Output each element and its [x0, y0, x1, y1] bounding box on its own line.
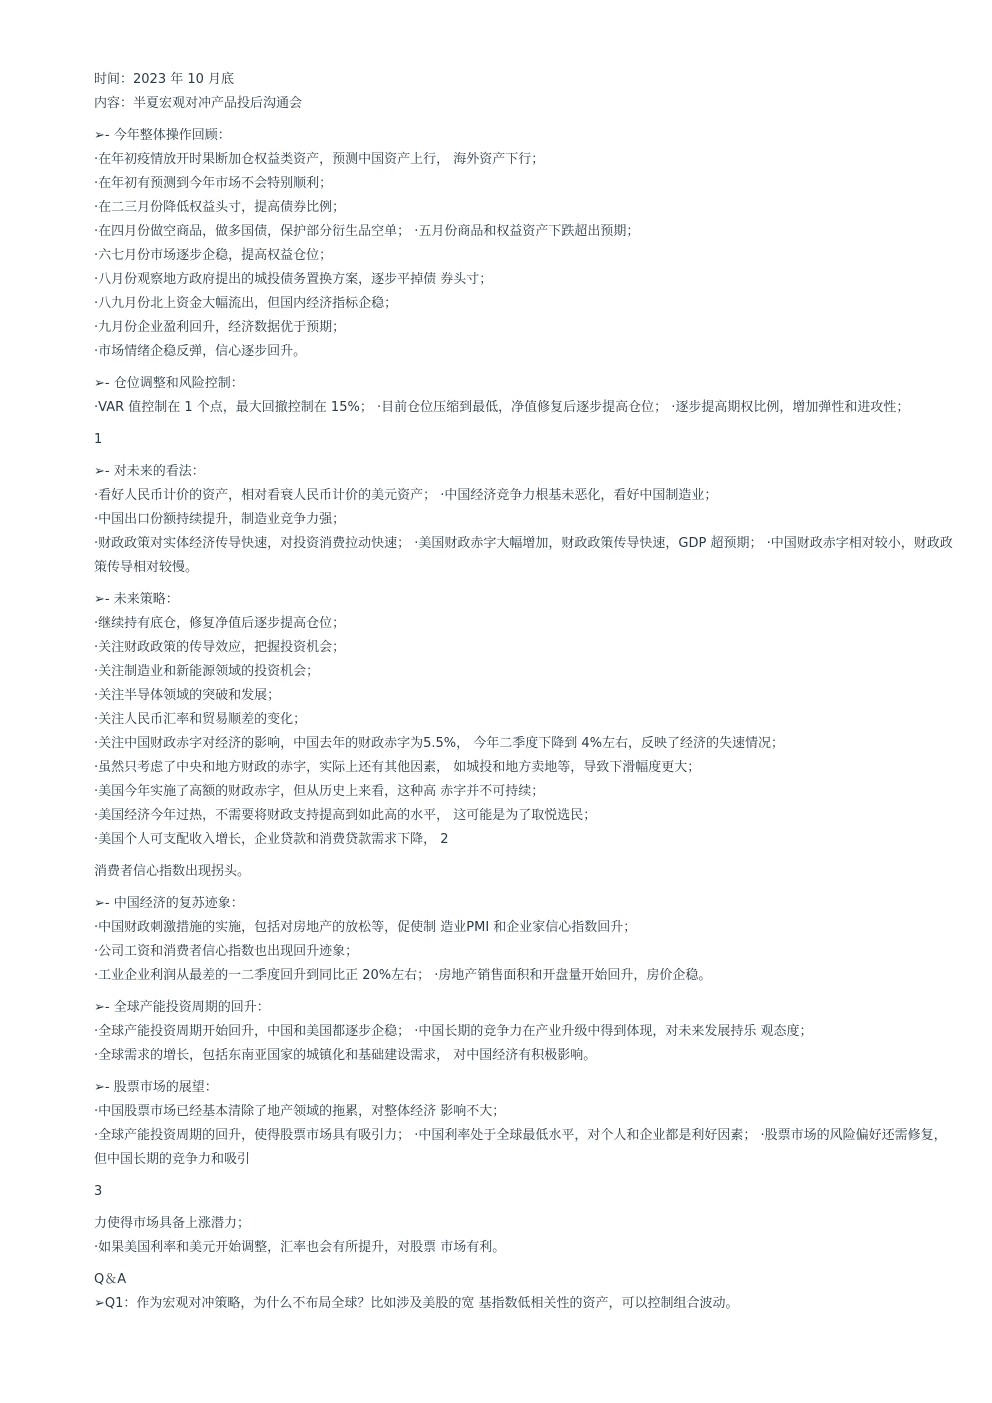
section-heading: ➢- 未来策略： [94, 592, 179, 607]
section-future-strategy [94, 588, 954, 852]
section-heading: ➢- 全球产能投资周期的回升： [94, 1000, 270, 1015]
continued-paragraph [94, 860, 954, 884]
list-item: ·中国股票市场已经基本清除了地产领域的拖累，对整体经济 影响不大； [94, 1104, 506, 1119]
list-item: ·中国出口份额持续提升，制造业竞争力强； [94, 512, 346, 527]
section-stock-outlook [94, 1076, 954, 1172]
list-item: ·关注半导体领域的突破和发展； [94, 688, 281, 703]
list-item: ·在年初有预测到今年市场不会特别顺利； [94, 176, 333, 191]
continued-text: 力使得市场具备上涨潜力； [94, 1216, 251, 1231]
list-item: ·关注制造业和新能源领域的投资机会； [94, 664, 320, 679]
list-item: ·如果美国利率和美元开始调整，汇率也会有所提升，对股票 市场有利。 [94, 1240, 506, 1255]
list-item: ·全球产能投资周期开始回升，中国和美国都逐步企稳； ·中国长期的竞争力在产业升级中得到体现，对未来发展持乐 观态度； [94, 1024, 813, 1039]
page-number: 1 [94, 432, 103, 447]
qa-section [94, 1268, 954, 1316]
list-item: ·在二三月份降低权益头寸，提高债券比例； [94, 200, 346, 215]
list-item: ·公司工资和消费者信心指数也出现回升迹象； [94, 944, 359, 959]
section-heading: ➢- 仓位调整和风险控制： [94, 376, 244, 391]
document-body [94, 68, 954, 1324]
qa-question-1: ➢Q1：作为宏观对冲策略，为什么不布局全球？比如涉及美股的宽 基指数低相关性的资产，可以控制组合波动。 [94, 1296, 739, 1311]
list-item: ·关注人民币汇率和贸易顺差的变化； [94, 712, 307, 727]
list-item: ·继续持有底仓，修复净值后逐步提高仓位； [94, 616, 346, 631]
section-heading: ➢- 今年整体操作回顾： [94, 128, 231, 143]
list-item: ·关注财政政策的传导效应，把握投资机会； [94, 640, 346, 655]
section-heading: ➢- 对未来的看法： [94, 464, 205, 479]
meeting-content: 内容：半夏宏观对冲产品投后沟通会 [94, 96, 303, 111]
list-item-wrapped: ·财政政策对实体经济传导快速，对投资消费拉动快速； ·美国财政赤字大幅增加，财政政策传导快速，GDP 超预期； ·中国财政赤字相对较小，财政政策传导相对较慢。 [94, 536, 953, 575]
list-item: ·在年初疫情放开时果断加仓权益类资产，预测中国资产上行， 海外资产下行； [94, 152, 545, 167]
list-item: ·关注中国财政赤字对经济的影响，中国去年的财政赤字为5.5%， 今年二季度下降到 4%左右，反映了经济的失速情况； [94, 736, 785, 751]
list-item: ·VAR 值控制在 1 个点，最大回撤控制在 15%； ·目前仓位压缩到最低，净值修复后逐步提高仓位； ·逐步提高期权比例，增加弹性和进攻性； [94, 400, 910, 415]
list-item: ·看好人民币计价的资产，相对看衰人民币计价的美元资产； ·中国经济竞争力根基未恶化，看好中国制造业； [94, 488, 718, 503]
section-heading: ➢- 股票市场的展望： [94, 1080, 218, 1095]
list-item: ·美国今年实施了高额的财政赤字，但从历史上来看，这种高 赤字并不可持续； [94, 784, 545, 799]
list-item-wrapped: ·全球产能投资周期的回升，使得股票市场具有吸引力； ·中国利率处于全球最低水平，对个人和企业都是利好因素； ·股票市场的风险偏好还需修复，但中国长期的竞争力和吸引 [94, 1128, 947, 1167]
meeting-time: 时间：2023 年 10 月底 [94, 72, 235, 87]
list-item: ·六七月份市场逐步企稳，提高权益仓位； [94, 248, 333, 263]
document-header [94, 68, 954, 116]
list-item: ·虽然只考虑了中央和地方财政的赤字，实际上还有其他因素， 如城投和地方卖地等，导致下滑幅度更大； [94, 760, 701, 775]
page-number: 3 [94, 1184, 103, 1199]
section-annual-review [94, 124, 954, 364]
section-global-capex [94, 996, 954, 1068]
section-heading: ➢- 中国经济的复苏迹象： [94, 896, 244, 911]
section-outlook [94, 460, 954, 580]
list-item: ·美国经济今年过热，不需要将财政支持提高到如此高的水平， 这可能是为了取悦选民； [94, 808, 597, 823]
section-china-recovery [94, 892, 954, 988]
list-item: ·全球需求的增长，包括东南亚国家的城镇化和基础建设需求， 对中国经济有积极影响。 [94, 1048, 597, 1063]
continued-paragraph [94, 1212, 954, 1260]
list-item: ·八九月份北上资金大幅流出，但国内经济指标企稳； [94, 296, 398, 311]
list-item: ·中国财政刺激措施的实施，包括对房地产的放松等，促使制 造业PMI 和企业家信心指数回升； [94, 920, 637, 935]
qa-title: Q＆A [94, 1272, 127, 1287]
list-item: ·九月份企业盈利回升，经济数据优于预期； [94, 320, 346, 335]
list-item: ·美国个人可支配收入增长，企业贷款和消费贷款需求下降， 2 [94, 832, 449, 847]
list-item: ·八月份观察地方政府提出的城投债务置换方案，逐步平掉债 券头寸； [94, 272, 493, 287]
continued-text: 消费者信心指数出现拐头。 [94, 864, 251, 879]
list-item: ·在四月份做空商品，做多国债，保护部分衍生品空单； ·五月份商品和权益资产下跌超出预期； [94, 224, 640, 239]
section-risk-control [94, 372, 954, 420]
list-item: ·市场情绪企稳反弹，信心逐步回升。 [94, 344, 307, 359]
list-item: ·工业企业利润从最差的一二季度回升到同比正 20%左右； ·房地产销售面积和开盘量开始回升，房价企稳。 [94, 968, 712, 983]
